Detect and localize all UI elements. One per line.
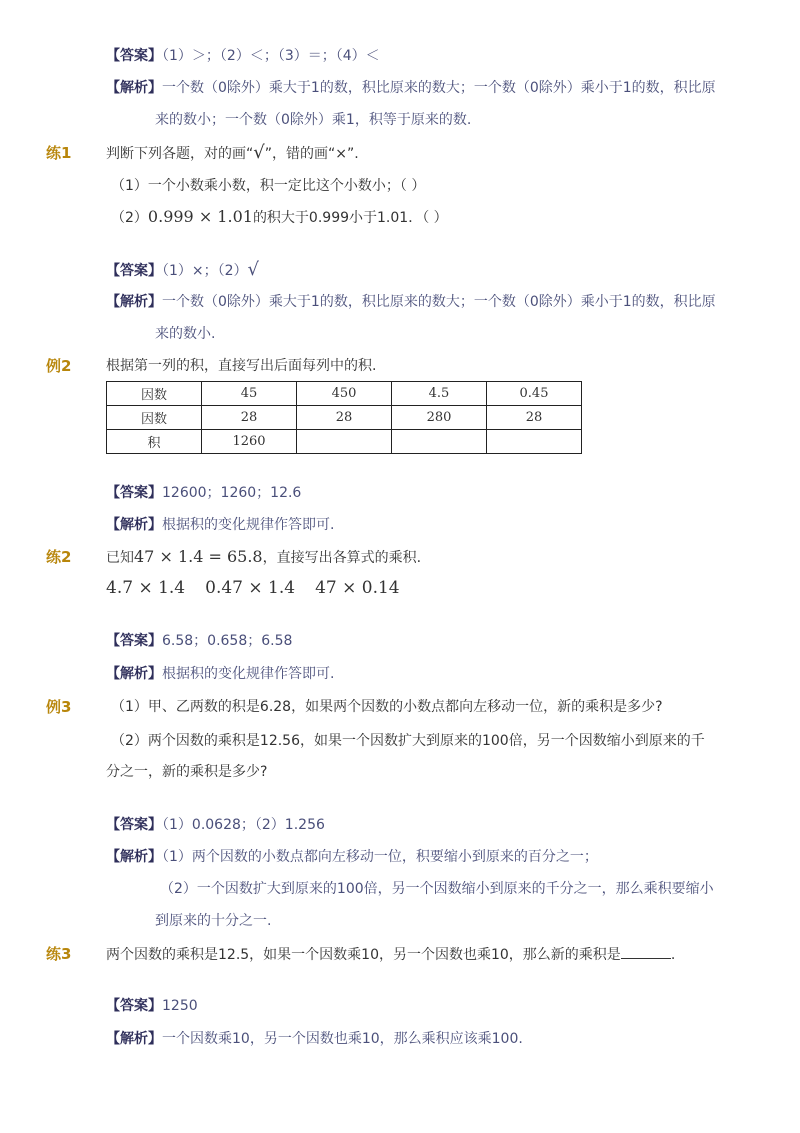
answer-text: （1）×；（2） <box>162 263 248 279</box>
analysis-tag: 【解析】 <box>106 1031 162 1047</box>
answer-text: （1）0.0628；（2）1.256 <box>162 817 325 833</box>
table-cell: 4.5 <box>392 382 487 406</box>
table-row <box>107 406 582 430</box>
table-cell: 因数 <box>107 382 202 406</box>
exercise-prompt <box>106 944 675 965</box>
answer-line <box>106 483 301 503</box>
prompt-text: 已知 <box>106 550 134 566</box>
analysis-line <box>106 664 334 684</box>
answer-text: （1）＞；（2）＜；（3）＝；（4）＜ <box>162 48 380 64</box>
analysis-tag: 【解析】 <box>106 849 162 865</box>
answer-text: 12600；1260；12.6 <box>162 485 302 501</box>
answer-line <box>106 260 259 281</box>
answer-tag: 【答案】 <box>106 817 162 833</box>
analysis-tag: 【解析】 <box>106 517 162 533</box>
answer-tag: 【答案】 <box>106 998 162 1014</box>
exercise-label: 练1 <box>46 144 72 162</box>
answer-blank[interactable] <box>621 944 671 959</box>
math-expression: 47 × 1.4 = 65.8 <box>134 547 263 566</box>
answer-tag: 【答案】 <box>106 485 162 501</box>
answer-line <box>106 631 292 651</box>
item-text: （2） <box>111 210 148 226</box>
answer-tag: 【答案】 <box>106 263 162 279</box>
expression-row <box>106 578 400 599</box>
example-prompt: 根据第一列的积，直接写出后面每列中的积. <box>106 358 377 374</box>
math-expression: 4.7 × 1.4 <box>106 578 186 598</box>
example-question: （1）甲、乙两数的积是6.28，如果两个因数的小数点都向左移动一位，新的乘积是多少? <box>111 699 663 715</box>
table-cell: 1260 <box>202 430 297 454</box>
table-cell: 0.45 <box>487 382 582 406</box>
example-question-cont: 分之一，新的乘积是多少? <box>106 764 268 780</box>
exercise-label: 练2 <box>46 548 72 566</box>
analysis-text: 根据积的变化规律作答即可. <box>162 666 335 682</box>
answer-text: 6.58；0.658；6.58 <box>162 633 293 649</box>
analysis-text-cont: 到原来的十分之一. <box>155 913 272 929</box>
analysis-text: 一个数（0除外）乘大于1的数，积比原来的数大；一个数（0除外）乘小于1的数，积比原 <box>162 294 716 310</box>
table-cell: 积 <box>107 430 202 454</box>
analysis-text: （1）两个因数的小数点都向左移动一位，积要缩小到原来的百分之一； <box>162 849 598 865</box>
exercise-prompt <box>106 547 421 568</box>
answer-tag: 【答案】 <box>106 48 162 64</box>
check-mark-icon: √ <box>247 259 260 280</box>
table-row <box>107 430 582 454</box>
prompt-text: ，直接写出各算式的乘积. <box>262 550 422 566</box>
answer-text: 1250 <box>162 998 198 1014</box>
table-cell: 45 <box>202 382 297 406</box>
example-question: （2）两个因数的乘积是12.56，如果一个因数扩大到原来的100倍，另一个因数缩小到原来的千 <box>111 733 705 749</box>
exercise-label: 练3 <box>46 945 72 963</box>
exercise-prompt <box>106 143 359 164</box>
table-cell: 450 <box>297 382 392 406</box>
analysis-line <box>106 1029 523 1049</box>
analysis-line <box>106 515 334 535</box>
table-cell: 28 <box>202 406 297 430</box>
analysis-line <box>106 292 716 312</box>
math-expression: 0.999 × 1.01 <box>147 207 253 226</box>
analysis-line <box>106 847 598 867</box>
answer-line <box>106 46 380 66</box>
math-expression: 0.47 × 1.4 <box>205 578 296 598</box>
table-cell <box>297 430 392 454</box>
table-cell <box>487 430 582 454</box>
table-cell: 280 <box>392 406 487 430</box>
analysis-text: 一个数（0除外）乘大于1的数，积比原来的数大；一个数（0除外）乘小于1的数，积比原 <box>162 80 716 96</box>
exercise-item <box>111 207 448 228</box>
analysis-tag: 【解析】 <box>106 80 162 96</box>
table-cell: 因数 <box>107 406 202 430</box>
answer-line <box>106 815 325 835</box>
exercise-item: （1）一个小数乘小数，积一定比这个小数小；（ ） <box>111 178 426 194</box>
prompt-text: 判断下列各题，对的画“ <box>106 146 254 162</box>
table-cell: 28 <box>487 406 582 430</box>
prompt-text: . <box>670 947 676 963</box>
analysis-line <box>106 78 716 98</box>
example-label: 例2 <box>46 357 72 375</box>
analysis-text-cont: （2）一个因数扩大到原来的100倍，另一个因数缩小到原来的千分之一，那么乘积要缩小 <box>160 881 714 897</box>
analysis-text-cont: 来的数小. <box>155 326 216 342</box>
table-row <box>107 382 582 406</box>
math-expression: 47 × 0.14 <box>315 578 400 598</box>
analysis-text-cont: 来的数小；一个数（0除外）乘1，积等于原来的数. <box>155 112 472 128</box>
prompt-text: ”，错的画“×”. <box>264 146 359 162</box>
analysis-tag: 【解析】 <box>106 666 162 682</box>
analysis-text: 一个因数乘10，另一个因数也乘10，那么乘积应该乘100. <box>162 1031 523 1047</box>
item-text: 的积大于0.999小于1.01．（ ） <box>252 210 448 226</box>
answer-tag: 【答案】 <box>106 633 162 649</box>
factor-table <box>106 381 582 454</box>
analysis-text: 根据积的变化规律作答即可. <box>162 517 335 533</box>
prompt-text: 两个因数的乘积是12.5，如果一个因数乘10，另一个因数也乘10，那么新的乘积是 <box>106 947 621 963</box>
table-cell: 28 <box>297 406 392 430</box>
example-label: 例3 <box>46 698 72 716</box>
check-mark-icon: √ <box>253 142 265 163</box>
table-cell <box>392 430 487 454</box>
analysis-tag: 【解析】 <box>106 294 162 310</box>
answer-line <box>106 996 198 1016</box>
